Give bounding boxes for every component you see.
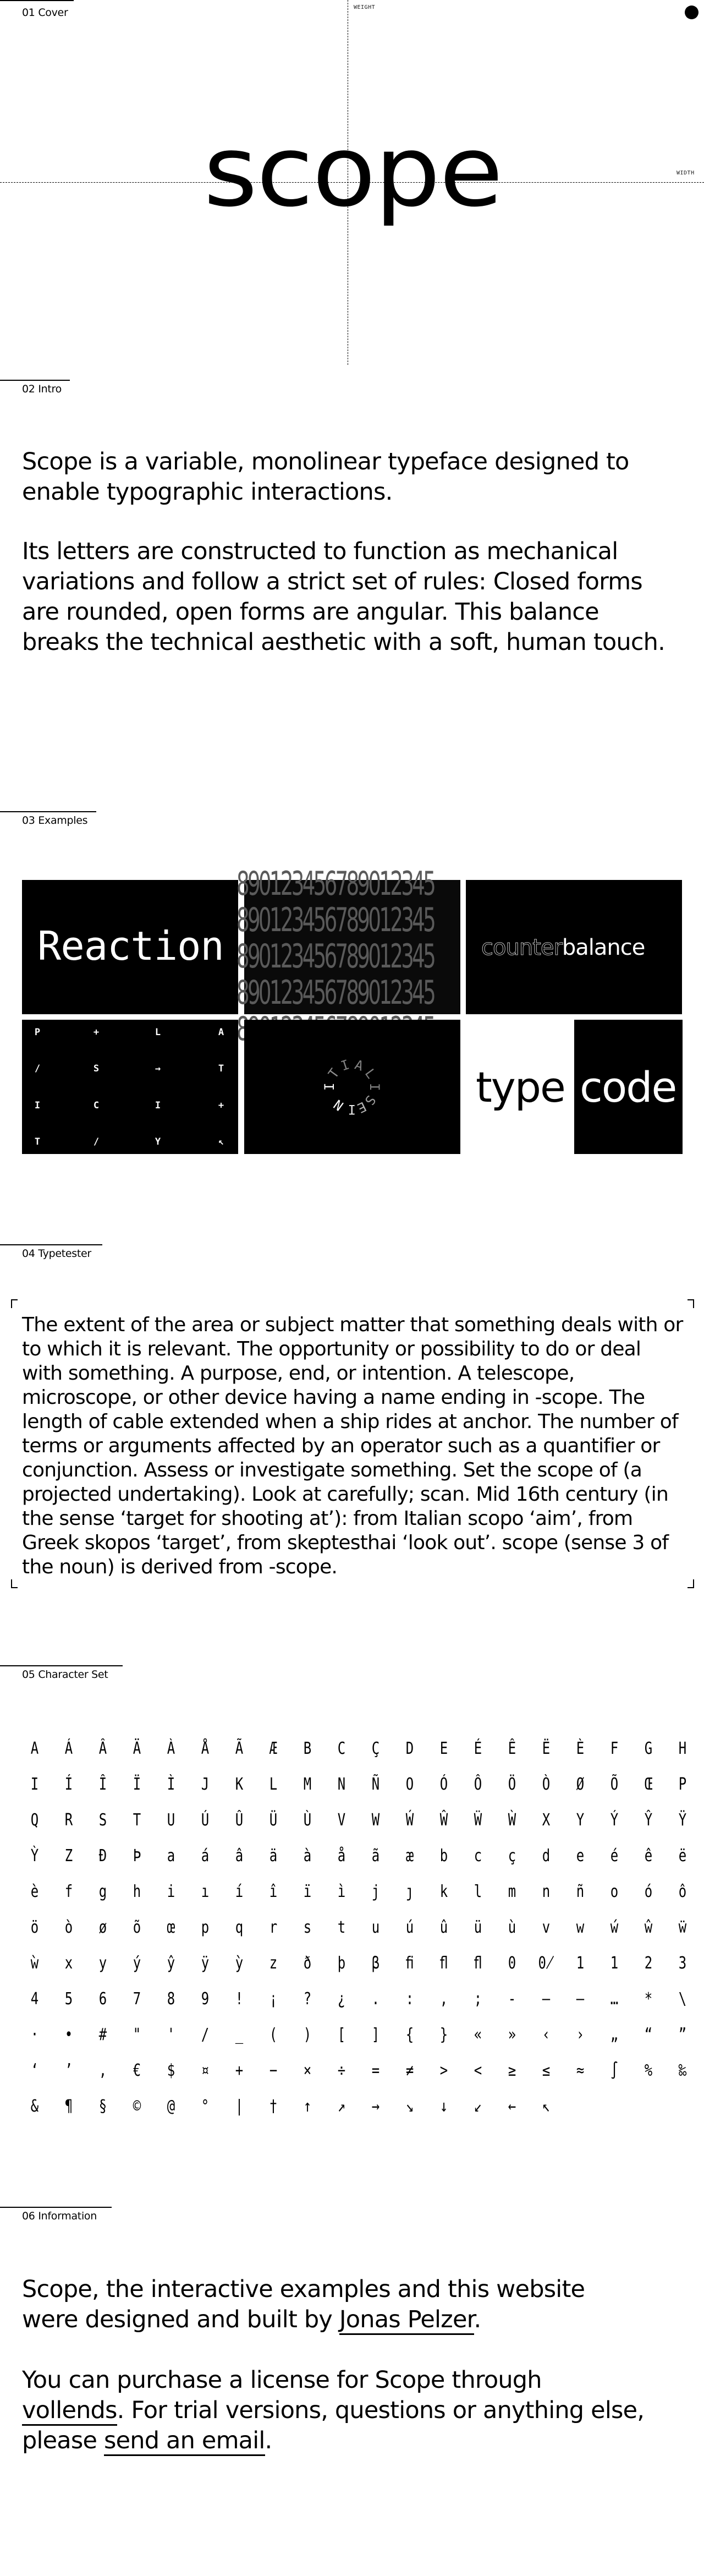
example-tile-plasticity-grid[interactable] [22, 1020, 238, 1154]
glyph[interactable]: © [133, 2097, 141, 2116]
glyph[interactable]: = [371, 2061, 380, 2080]
glyph[interactable]: Ù [303, 1811, 312, 1830]
glyph[interactable]: À [167, 1739, 175, 1758]
glyph[interactable]: Æ [269, 1739, 278, 1758]
glyph[interactable]: a [167, 1846, 175, 1866]
glyph[interactable]: ↙ [474, 2097, 482, 2116]
charset-row [18, 1981, 700, 2017]
glyph[interactable]: ç [508, 1846, 516, 1866]
glyph[interactable]: Z [64, 1846, 73, 1866]
glyph[interactable]: Ñ [371, 1775, 380, 1794]
glyph[interactable]: N [337, 1775, 346, 1794]
glyph[interactable]: ì [337, 1882, 346, 1901]
glyph[interactable]: ‹ [542, 2025, 551, 2044]
glyph[interactable]: L [269, 1775, 278, 1794]
glyph[interactable]: 9 [201, 1989, 210, 2009]
glyph[interactable]: I [30, 1775, 39, 1794]
glyph[interactable]: Ŷ [644, 1811, 653, 1830]
glyph[interactable]: − [269, 2061, 278, 2080]
glyph[interactable]: 1 [610, 1954, 619, 1973]
glyph[interactable]: B [303, 1739, 312, 1758]
glyph[interactable]: @ [167, 2097, 175, 2116]
glyph[interactable]: , [439, 1989, 448, 2009]
letter-grid: P + L A / S → T I C I + T / Y ↖ [34, 1027, 224, 1147]
glyph[interactable]: Ẅ [474, 1811, 482, 1830]
glyph[interactable]: g [98, 1882, 107, 1901]
glyph[interactable]: p [201, 1918, 210, 1937]
glyph[interactable]: — [576, 1989, 585, 2009]
glyph[interactable]: F [610, 1739, 619, 1758]
glyph[interactable]: „ [610, 2025, 619, 2044]
glyph[interactable]: K [235, 1775, 244, 1794]
example-tile-numbers[interactable] [237, 865, 460, 1014]
glyph[interactable]: 0 [508, 1954, 516, 1973]
glyph[interactable]: ó [644, 1882, 653, 1901]
glyph[interactable]: C [337, 1739, 346, 1758]
glyph[interactable]: v [542, 1918, 551, 1937]
glyph[interactable]: ú [405, 1918, 414, 1937]
glyph[interactable]: Þ [133, 1846, 141, 1866]
glyph[interactable]: · [30, 2025, 39, 2044]
glyph[interactable]: Ỳ [30, 1846, 39, 1866]
glyph[interactable]: ù [508, 1918, 516, 1937]
section-marker-information [0, 2207, 112, 2222]
code-word: code [580, 1063, 676, 1112]
width-axis-label: WIDTH [676, 170, 695, 176]
glyph[interactable]: Ÿ [678, 1811, 687, 1830]
glyph[interactable]: T [133, 1811, 141, 1830]
example-tile-initialise-circle[interactable]: I N I T I A L I S E [244, 1020, 460, 1154]
glyph[interactable]: ﬂ [474, 1954, 482, 1973]
glyph[interactable]: s [303, 1918, 312, 1937]
glyph[interactable]: ‘ [30, 2061, 39, 2080]
charset-row [18, 1874, 700, 1910]
glyph[interactable]: é [610, 1846, 619, 1866]
glyph[interactable]: h [133, 1882, 141, 1901]
glyph[interactable]: ô [678, 1882, 687, 1901]
corner-bracket-bottom-right [688, 1579, 694, 1588]
glyph[interactable]: 4 [30, 1989, 39, 2009]
glyph[interactable]: ” [678, 2025, 687, 2044]
section-label: 01 Cover [22, 7, 68, 19]
glyph[interactable]: e [576, 1846, 585, 1866]
glyph[interactable]: ð [303, 1954, 312, 1973]
glyph[interactable]: ; [474, 1989, 482, 2009]
glyph[interactable]: × [303, 2061, 312, 2080]
glyph[interactable]: X [542, 1811, 551, 1830]
glyph[interactable]: › [576, 2025, 585, 2044]
glyph[interactable]: < [474, 2061, 482, 2080]
glyph[interactable]: Û [235, 1811, 244, 1830]
glyph[interactable]: t [337, 1918, 346, 1937]
glyph[interactable]: Œ [644, 1775, 653, 1794]
typetester-input[interactable]: The extent of the area or subject matter that something deals with or to which it is relevant. The opportunity or possibility to do or deal with something. A purpose, end, or intention. A telescope, microscope, or other device having a name ending in -scope. The length of cable extended when a ship rides at anchor. The number of terms or arguments affected by an operator such as a quantifier or conjunction. Assess or investigate something. Set the scope of (a projected undertaking). Look at carefully; scan. Mid 16th century (in the sense ‘target for shooting at’): from Italian scopo ‘aim’, from Greek skopos ‘target’, from skeptesthai ‘look out’. scope (sense 3 of the noun) is derived from -scope. [22, 1314, 683, 1578]
glyph[interactable]: ( [269, 2025, 278, 2044]
glyph[interactable]: ê [644, 1846, 653, 1866]
glyph[interactable]: € [133, 2061, 141, 2080]
glyph[interactable]: 1 [576, 1954, 585, 1973]
glyph[interactable]: i [167, 1882, 175, 1901]
reaction-word: Reaction [37, 923, 224, 969]
character-set-grid [18, 1731, 700, 2124]
glyph[interactable]: ŵ [644, 1918, 653, 1937]
glyph[interactable]: í [235, 1882, 244, 1901]
intro-paragraph-1: Scope is a variable, monolinear typeface designed to enable typographic interactions. [22, 448, 629, 506]
glyph[interactable]: Í [64, 1775, 73, 1794]
glyph[interactable]: 8 [167, 1989, 175, 2009]
glyph[interactable]: ¶ [64, 2097, 73, 2116]
glyph[interactable]: b [439, 1846, 448, 1866]
glyph[interactable]: . [371, 1989, 380, 2009]
glyph[interactable]: ı [201, 1882, 210, 1901]
glyph[interactable]: ‚ [98, 2061, 107, 2080]
glyph[interactable]: è [30, 1882, 39, 1901]
charset-row [18, 2088, 700, 2124]
glyph[interactable]: Ä [133, 1739, 141, 1758]
glyph[interactable]: u [371, 1918, 380, 1937]
glyph[interactable]: 5 [64, 1989, 73, 2009]
glyph[interactable]: ï [303, 1882, 312, 1901]
glyph[interactable]: y [98, 1954, 107, 1973]
corner-bracket-top-right [688, 1299, 694, 1308]
glyph[interactable]: A [30, 1739, 39, 1758]
glyph[interactable]: ’ [64, 2061, 73, 2080]
glyph[interactable]: l [474, 1882, 482, 1901]
glyph[interactable]: : [405, 1989, 414, 2009]
glyph[interactable]: Ý [610, 1811, 619, 1830]
glyph[interactable]: Ç [371, 1739, 380, 1758]
glyph[interactable]: Ŵ [439, 1811, 448, 1830]
section-marker-typetester [0, 1244, 102, 1260]
charset-row [18, 1945, 700, 1981]
glyph[interactable]: É [474, 1739, 482, 1758]
glyph[interactable]: D [405, 1739, 414, 1758]
glyph[interactable]: ﬁ [405, 1954, 414, 1973]
glyph[interactable]: ? [303, 1989, 312, 2009]
glyph[interactable]: † [269, 2097, 278, 2116]
glyph[interactable]: \ [678, 1989, 687, 2009]
glyph[interactable]: m [508, 1882, 516, 1901]
divider [0, 811, 96, 812]
glyph[interactable]: ẃ [610, 1918, 619, 1937]
glyph[interactable]: Ẁ [508, 1811, 516, 1830]
glyph[interactable]: | [235, 2097, 244, 2116]
glyph[interactable]: ° [201, 2097, 210, 2116]
glyph[interactable]: Á [64, 1739, 73, 1758]
divider [0, 380, 70, 381]
glyph[interactable]: ¿ [337, 1989, 346, 2009]
glyph[interactable]: § [98, 2097, 107, 2116]
glyph[interactable]: á [201, 1846, 210, 1866]
glyph[interactable]: ñ [576, 1882, 585, 1901]
glyph[interactable]: ø [98, 1918, 107, 1937]
glyph[interactable]: β [371, 1954, 380, 1973]
glyph[interactable]: Î [98, 1775, 107, 1794]
glyph[interactable]: « [474, 2025, 482, 2044]
glyph[interactable]: õ [133, 1918, 141, 1937]
glyph[interactable]: ← [508, 2097, 516, 2116]
glyph[interactable]: Ê [508, 1739, 516, 1758]
glyph[interactable]: “ [644, 2025, 653, 2044]
glyph[interactable]: È [576, 1739, 585, 1758]
glyph[interactable]: W [371, 1811, 380, 1830]
counterbalance-word [481, 935, 645, 960]
glyph[interactable]: ȷ [405, 1882, 414, 1901]
glyph[interactable]: Ẃ [405, 1811, 414, 1830]
charset-row [18, 1731, 700, 1766]
glyph[interactable]: œ [167, 1918, 175, 1937]
glyph[interactable]: ã [371, 1846, 380, 1866]
glyph[interactable]: ö [30, 1918, 39, 1937]
glyph[interactable]: æ [405, 1846, 414, 1866]
charset-row [18, 1766, 700, 1802]
glyph[interactable]: ∫ [610, 2061, 619, 2080]
glyph[interactable]: + [235, 2061, 244, 2080]
glyph[interactable]: ! [235, 1989, 244, 2009]
glyph[interactable]: - [508, 1989, 516, 2009]
glyph[interactable]: V [337, 1811, 346, 1830]
example-tile-reaction[interactable] [22, 880, 238, 1014]
glyph[interactable]: ý [133, 1954, 141, 1973]
glyph[interactable]: î [269, 1882, 278, 1901]
glyph[interactable]: ] [371, 2025, 380, 2044]
section-marker-intro [0, 380, 70, 395]
glyph[interactable]: Y [576, 1811, 585, 1830]
glyph[interactable]: P [678, 1775, 687, 1794]
glyph[interactable]: x [64, 1954, 73, 1973]
intro-paragraph-2: Its letters are constructed to function as mechanical variations and follow a strict set of rules: Closed forms are rounded, open forms are angular. This balance breaks the technical aesthetic with a soft, human touch. [22, 538, 666, 656]
example-tile-typecode[interactable] [466, 1020, 682, 1154]
glyph[interactable]: → [371, 2097, 380, 2116]
glyph[interactable]: o [610, 1882, 619, 1901]
glyph[interactable]: / [201, 2025, 210, 2044]
section-label: 02 Intro [22, 383, 62, 395]
divider [0, 1665, 123, 1666]
divider [0, 2207, 112, 2208]
glyph[interactable]: Ô [474, 1775, 482, 1794]
type-word: type [476, 1063, 565, 1112]
glyph[interactable]: U [167, 1811, 175, 1830]
glyph[interactable]: 7 [133, 1989, 141, 2009]
glyph[interactable]: % [644, 2061, 653, 2080]
glyph[interactable]: ﬂ [439, 1954, 448, 1973]
glyph[interactable]: Ø [576, 1775, 585, 1794]
glyph[interactable]: ẅ [678, 1918, 687, 1937]
glyph[interactable]: Ã [235, 1739, 244, 1758]
charset-row [18, 2017, 700, 2053]
glyph[interactable]: ŷ [167, 1954, 175, 1973]
glyph[interactable]: > [439, 2061, 448, 2080]
glyph[interactable]: R [64, 1811, 73, 1830]
glyph[interactable]: Ï [133, 1775, 141, 1794]
counter-outlined-text: counter [481, 935, 562, 960]
glyph[interactable]: j [371, 1882, 380, 1901]
glyph[interactable]: d [542, 1846, 551, 1866]
glyph[interactable]: c [474, 1846, 482, 1866]
charset-row [18, 1838, 700, 1874]
glyph[interactable]: ↓ [439, 2097, 448, 2116]
glyph[interactable]: ↖ [542, 2097, 551, 2116]
section-marker-examples [0, 811, 96, 827]
balance-solid-text: balance [562, 935, 645, 960]
glyph[interactable]: ÷ [337, 2061, 346, 2080]
corner-bracket-top-left [11, 1299, 18, 1308]
glyph[interactable]: … [610, 1989, 619, 2009]
glyph[interactable]: $ [167, 2061, 175, 2080]
glyph[interactable]: # [98, 2025, 107, 2044]
section-label: 03 Examples [22, 814, 88, 827]
glyph[interactable]: 2 [644, 1954, 653, 1973]
glyph[interactable]: ‰ [678, 2061, 687, 2080]
glyph[interactable]: 0̸ [538, 1954, 554, 1973]
glyph[interactable]: J [201, 1775, 210, 1794]
glyph[interactable]: Å [201, 1739, 210, 1758]
glyph[interactable]: 6 [98, 1989, 107, 2009]
glyph[interactable]: ↘ [405, 2097, 414, 2116]
glyph[interactable]: _ [235, 2025, 244, 2044]
glyph[interactable]: Â [98, 1739, 107, 1758]
glyph[interactable]: ≥ [508, 2061, 516, 2080]
glyph[interactable]: w [576, 1918, 585, 1937]
section-marker-charset [0, 1665, 123, 1681]
glyph[interactable]: Ú [201, 1811, 210, 1830]
glyph[interactable]: ¡ [269, 1989, 278, 2009]
glyph[interactable]: ↑ [303, 2097, 312, 2116]
glyph[interactable]: [ [337, 2025, 346, 2044]
glyph[interactable]: q [235, 1918, 244, 1937]
send-email-link[interactable]: send an email [104, 2427, 265, 2456]
glyph[interactable]: ü [474, 1918, 482, 1937]
numbers-pattern: 890123456789012345 890123456789012345 890123456789012345 890123456789012345 [237, 865, 435, 1012]
divider [0, 0, 74, 1]
glyph[interactable]: G [644, 1739, 653, 1758]
section-label: 04 Typetester [22, 1248, 91, 1260]
glyph[interactable]: " [133, 2025, 141, 2044]
glyph[interactable]: r [269, 1918, 278, 1937]
charset-row [18, 1802, 700, 1838]
glyph[interactable]: * [644, 1989, 653, 2009]
glyph[interactable]: k [439, 1882, 448, 1901]
glyph[interactable]: û [439, 1918, 448, 1937]
glyph[interactable]: O [405, 1775, 414, 1794]
example-tile-counterbalance[interactable] [466, 880, 682, 1014]
glyph[interactable]: ¤ [201, 2061, 210, 2080]
glyph[interactable]: ÿ [201, 1954, 210, 1973]
glyph[interactable]: ) [303, 2025, 312, 2044]
glyph[interactable]: M [303, 1775, 312, 1794]
info-paragraph-1: Scope, the interactive examples and this website were designed and built by Jonas Pelzer. [22, 2274, 644, 2335]
glyph[interactable]: & [30, 2097, 39, 2116]
glyph[interactable]: Ò [542, 1775, 551, 1794]
glyph[interactable]: ỳ [235, 1954, 244, 1973]
glyph[interactable]: Õ [610, 1775, 619, 1794]
glyph[interactable]: ↗ [337, 2097, 346, 2116]
glyph[interactable]: ë [678, 1846, 687, 1866]
glyph[interactable]: Ó [439, 1775, 448, 1794]
code-inverted-box [574, 1020, 683, 1154]
glyph[interactable]: ' [167, 2025, 175, 2044]
glyph[interactable]: n [542, 1882, 551, 1901]
glyph[interactable]: à [303, 1846, 312, 1866]
glyph[interactable]: z [269, 1954, 278, 1973]
glyph[interactable]: { [405, 2025, 414, 2044]
vollends-link[interactable]: vollends [22, 2397, 117, 2426]
glyph[interactable]: Ë [542, 1739, 551, 1758]
glyph[interactable]: ≈ [576, 2061, 585, 2080]
glyph[interactable]: Q [30, 1811, 39, 1830]
glyph[interactable]: ò [64, 1918, 73, 1937]
glyph[interactable]: þ [337, 1954, 346, 1973]
glyph[interactable]: E [439, 1739, 448, 1758]
corner-bracket-bottom-left [11, 1579, 18, 1588]
glyph[interactable]: • [64, 2025, 73, 2044]
glyph[interactable]: » [508, 2025, 516, 2044]
glyph[interactable]: S [98, 1811, 107, 1830]
glyph[interactable]: ≠ [405, 2061, 414, 2080]
section-label: 06 Information [22, 2210, 97, 2222]
weight-axis-label: WEIGHT [354, 4, 376, 10]
glyph[interactable]: å [337, 1846, 346, 1866]
section-marker-cover [0, 0, 74, 19]
cover-specimen-word[interactable]: scope [204, 114, 502, 228]
theme-toggle-dot-icon[interactable] [685, 6, 698, 19]
glyph[interactable]: H [678, 1739, 687, 1758]
glyph[interactable]: f [64, 1882, 73, 1901]
glyph[interactable]: â [235, 1846, 244, 1866]
glyph[interactable]: 3 [678, 1954, 687, 1973]
charset-row [18, 1910, 700, 1945]
info-paragraph-2: You can purchase a license for Scope through vollends. For trial versions, questions or anything else, please send an email. [22, 2365, 649, 2456]
glyph[interactable]: } [439, 2025, 448, 2044]
glyph[interactable]: Ö [508, 1775, 516, 1794]
glyph[interactable]: ≤ [542, 2061, 551, 2080]
author-link[interactable]: Jonas Pelzer [339, 2306, 474, 2335]
section-label: 05 Character Set [22, 1669, 108, 1681]
glyph[interactable]: Ì [167, 1775, 175, 1794]
glyph[interactable]: Đ [98, 1846, 107, 1866]
glyph[interactable]: ä [269, 1846, 278, 1866]
divider [0, 1244, 102, 1245]
glyph[interactable]: Ü [269, 1811, 278, 1830]
glyph[interactable]: – [542, 1989, 551, 2009]
charset-row [18, 2053, 700, 2088]
glyph[interactable]: ẁ [30, 1954, 39, 1973]
